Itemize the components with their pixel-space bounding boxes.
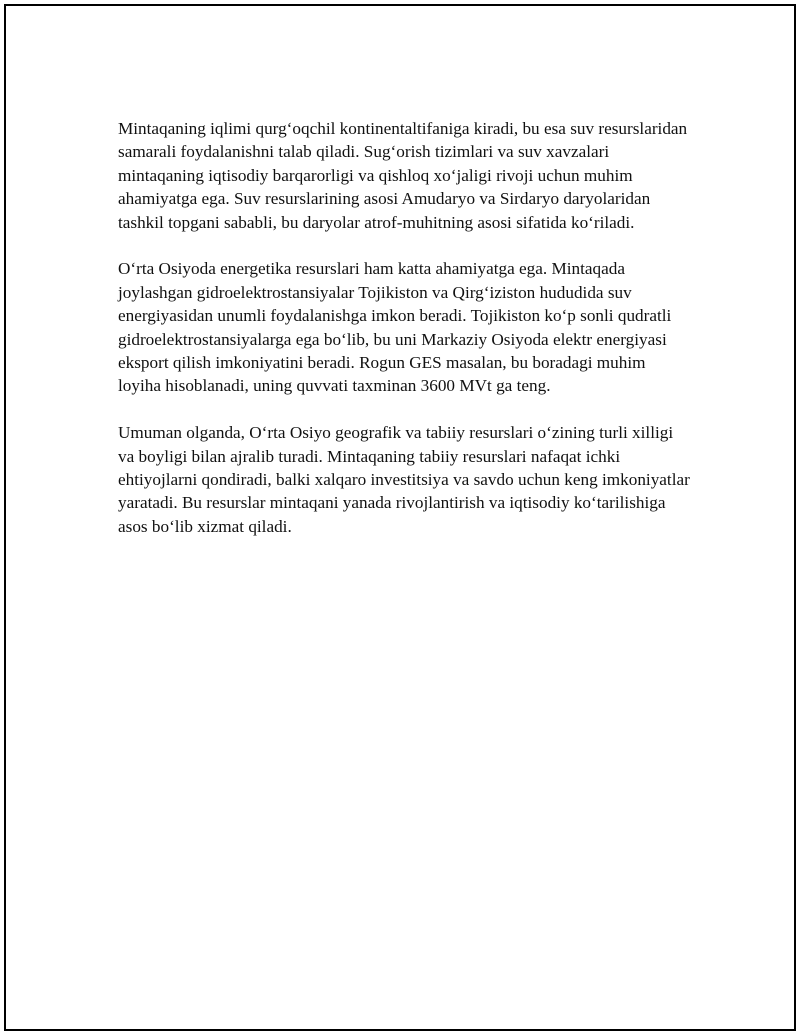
paragraph-conclusion: Umuman olganda, O‘rta Osiyo geografik va tabiiy resurslari o‘zining turli xilligi va boyligi bilan ajralib turadi. Mintaqaning tabiiy resurslari nafaqat ichki ehtiyojlarni qondiradi, balki xalqaro investitsiya va savdo uchun keng imkoniyatlar yaratadi. Bu resurslar mintaqani yanada rivojlantirish va iqtisodiy ko‘tarilishiga asos bo‘lib xizmat qiladi.: [118, 423, 690, 536]
document-body: [118, 117, 690, 562]
paragraph-climate-water: Mintaqaning iqlimi qurg‘oqchil kontinentaltifaniga kiradi, bu esa suv resurslaridan samarali foydalanishni talab qiladi. Sug‘orish tizimlari va suv xavzalari mintaqaning iqtisodiy barqarorligi va qishloq xo‘jaligi rivoji uchun muhim ahamiyatga ega. Suv resurslarining asosi Amudaryo va Sirdaryo daryolaridan tashkil topgani sababli, bu daryolar atrof-muhitning asosi sifatida ko‘riladi.: [118, 119, 688, 232]
paragraph-energy-resources: O‘rta Osiyoda energetika resurslari ham katta ahamiyatga ega. Mintaqada joylashgan gidroelektrostansiyalar Tojikiston va Qirg‘iziston hududida suv energiyasidan unumli foydalanishga imkon beradi. Tojikiston ko‘p sonli qudratli gidroelektrostansiyalarga ega bo‘lib, bu uni Markaziy Osiyoda elektr energiyasi eksport qilish imkoniyatini beradi. Rogun GES masalan, bu boradagi muhim loyiha hisoblanadi, uning quvvati taxminan 3600 MVt ga teng.: [118, 259, 672, 396]
